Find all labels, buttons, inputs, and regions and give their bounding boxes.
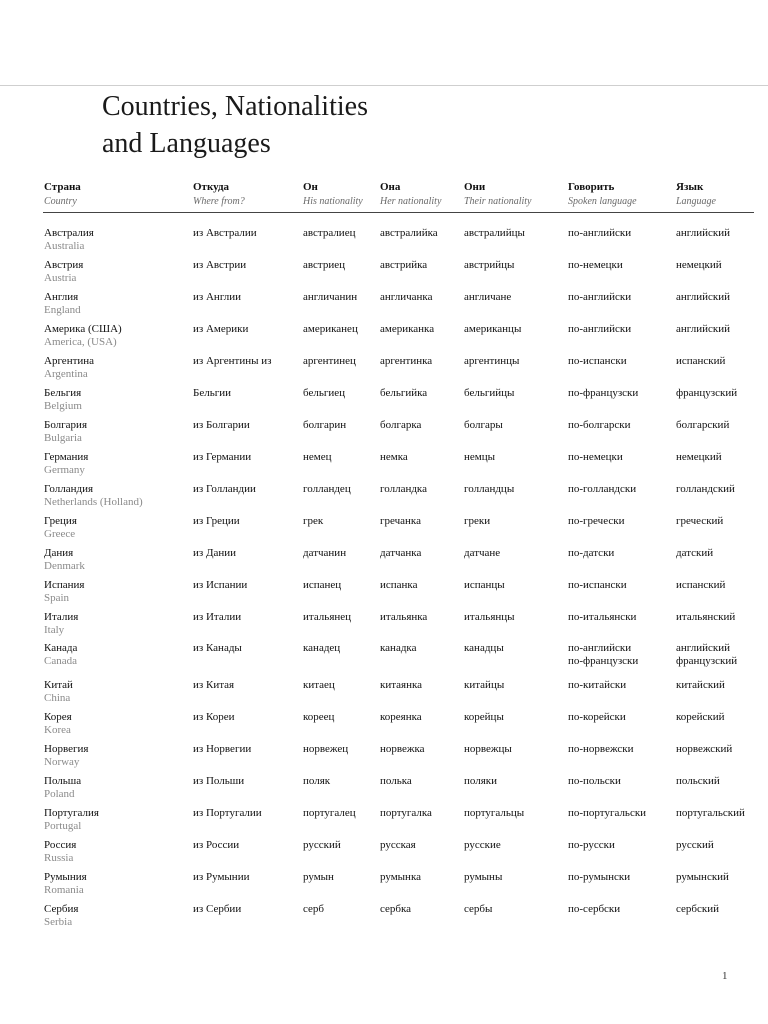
- cell-country-en: Austria: [44, 272, 77, 284]
- cell-language: болгарский: [676, 419, 730, 431]
- cell-she: итальянка: [380, 611, 428, 623]
- cell-he: австриец: [303, 259, 345, 271]
- cell-spoken: по-английски: [568, 642, 632, 654]
- cell-they: португальцы: [464, 807, 525, 819]
- cell-spoken: по-итальянски: [568, 611, 637, 623]
- cell-spoken: по-английски: [568, 291, 632, 303]
- cell-country: Дания: [44, 547, 74, 559]
- cell-language: корейский: [676, 711, 725, 723]
- cell-they: англичане: [464, 291, 512, 303]
- cell-they: австрийцы: [464, 259, 515, 271]
- cell-spoken: по-норвежски: [568, 743, 634, 755]
- cell-country: Германия: [44, 451, 89, 463]
- cell-country-en: Korea: [44, 724, 71, 736]
- cell-country: Англия: [44, 291, 79, 303]
- cell-she: голландка: [380, 483, 427, 495]
- top-rule: [0, 85, 768, 86]
- cell-country: Канада: [44, 642, 78, 654]
- cell-she: испанка: [380, 579, 418, 591]
- cell-spoken: по-китайски: [568, 679, 627, 691]
- cell-she: болгарка: [380, 419, 422, 431]
- cell-from: из Аргентины из: [193, 355, 272, 367]
- cell-country: Китай: [44, 679, 73, 691]
- header-country-en: Country: [44, 196, 77, 207]
- cell-country-en: Greece: [44, 528, 76, 540]
- cell-language: русский: [676, 839, 714, 851]
- cell-from: из Канады: [193, 642, 242, 654]
- cell-from: из Португалии: [193, 807, 262, 819]
- cell-language: английский: [676, 291, 730, 303]
- cell-they: австралийцы: [464, 227, 525, 239]
- cell-country-en: Norway: [44, 756, 80, 768]
- cell-spoken: по-английски: [568, 323, 632, 335]
- cell-language: английский: [676, 323, 730, 335]
- cell-country: Польша: [44, 775, 82, 787]
- cell-he: китаец: [303, 679, 335, 691]
- header-language: Язык: [676, 181, 704, 193]
- header-he: Он: [303, 181, 318, 193]
- cell-language: румынский: [676, 871, 729, 883]
- cell-country-en: Italy: [44, 624, 65, 636]
- cell-spoken: по-немецки: [568, 259, 623, 271]
- cell-country: Румыния: [44, 871, 87, 883]
- cell-country-en: Australia: [44, 240, 85, 252]
- cell-language: немецкий: [676, 259, 722, 271]
- cell-country-en: America, (USA): [44, 336, 117, 348]
- cell-language-2: французский: [676, 655, 738, 667]
- cell-from: из Австрии: [193, 259, 247, 271]
- cell-country-en: Netherlands (Holland): [44, 496, 143, 508]
- cell-language: английский: [676, 227, 730, 239]
- cell-country: Голландия: [44, 483, 94, 495]
- cell-country: Австрия: [44, 259, 84, 271]
- cell-they: канадцы: [464, 642, 504, 654]
- cell-she: полька: [380, 775, 412, 787]
- cell-she: сербка: [380, 903, 412, 915]
- cell-spoken: по-гречески: [568, 515, 625, 527]
- cell-he: австралиец: [303, 227, 356, 239]
- cell-country-en: Poland: [44, 788, 75, 800]
- cell-she: англичанка: [380, 291, 433, 303]
- cell-spoken-2: по-французски: [568, 655, 639, 667]
- cell-from: из Испании: [193, 579, 248, 591]
- cell-he: грек: [303, 515, 324, 527]
- cell-they: болгары: [464, 419, 503, 431]
- cell-spoken: по-голландски: [568, 483, 637, 495]
- cell-they: аргентинцы: [464, 355, 520, 367]
- cell-country-en: Serbia: [44, 916, 73, 928]
- cell-from: из Австралии: [193, 227, 257, 239]
- title-line-1: Countries, Nationalities: [102, 91, 368, 122]
- cell-country: Сербия: [44, 903, 79, 915]
- cell-country-en: Denmark: [44, 560, 85, 572]
- cell-language: английский: [676, 642, 730, 654]
- cell-they: норвежцы: [464, 743, 512, 755]
- cell-she: гречанка: [380, 515, 421, 527]
- cell-language: норвежский: [676, 743, 733, 755]
- cell-he: поляк: [303, 775, 331, 787]
- cell-they: бельгийцы: [464, 387, 515, 399]
- cell-she: немка: [380, 451, 408, 463]
- cell-he: бельгиец: [303, 387, 346, 399]
- cell-from: из Греции: [193, 515, 240, 527]
- cell-he: болгарин: [303, 419, 347, 431]
- cell-country-en: Russia: [44, 852, 74, 864]
- cell-country: Испания: [44, 579, 85, 591]
- cell-country: Португалия: [44, 807, 99, 819]
- cell-country: Бельгия: [44, 387, 82, 399]
- header-language-en: Language: [676, 196, 716, 207]
- cell-from: Бельгии: [193, 387, 231, 399]
- header-from-en: Where from?: [193, 196, 245, 207]
- cell-spoken: по-корейски: [568, 711, 626, 723]
- cell-he: американец: [303, 323, 358, 335]
- cell-country: Корея: [44, 711, 72, 723]
- cell-he: серб: [303, 903, 324, 915]
- cell-they: датчане: [464, 547, 501, 559]
- header-spoken-en: Spoken language: [568, 196, 637, 207]
- cell-language: португальский: [676, 807, 745, 819]
- cell-country-en: Argentina: [44, 368, 88, 380]
- cell-spoken: по-сербски: [568, 903, 621, 915]
- cell-she: датчанка: [380, 547, 422, 559]
- header-they-en: Their nationality: [464, 196, 532, 207]
- cell-country: Австралия: [44, 227, 94, 239]
- cell-he: немец: [303, 451, 332, 463]
- cell-she: австрийка: [380, 259, 428, 271]
- cell-language: испанский: [676, 579, 726, 591]
- cell-spoken: по-португальски: [568, 807, 647, 819]
- cell-he: датчанин: [303, 547, 347, 559]
- cell-language: польский: [676, 775, 720, 787]
- cell-he: итальянец: [303, 611, 352, 623]
- cell-country-en: Germany: [44, 464, 85, 476]
- cell-spoken: по-русски: [568, 839, 615, 851]
- cell-she: китаянка: [380, 679, 423, 691]
- header-spoken: Говорить: [568, 181, 615, 193]
- cell-language: испанский: [676, 355, 726, 367]
- cell-language: итальянский: [676, 611, 736, 623]
- cell-they: голландцы: [464, 483, 515, 495]
- cell-country: Америка (США): [44, 323, 122, 335]
- cell-she: румынка: [380, 871, 422, 883]
- cell-they: итальянцы: [464, 611, 515, 623]
- cell-from: из Германии: [193, 451, 252, 463]
- cell-he: аргентинец: [303, 355, 356, 367]
- cell-she: аргентинка: [380, 355, 433, 367]
- cell-they: американцы: [464, 323, 522, 335]
- cell-country-en: Canada: [44, 655, 77, 667]
- cell-spoken: по-французски: [568, 387, 639, 399]
- cell-they: греки: [464, 515, 491, 527]
- cell-country-en: China: [44, 692, 71, 704]
- cell-from: из России: [193, 839, 240, 851]
- cell-spoken: по-немецки: [568, 451, 623, 463]
- title-line-2: and Languages: [102, 128, 271, 159]
- cell-spoken: по-румынски: [568, 871, 631, 883]
- cell-they: поляки: [464, 775, 498, 787]
- cell-spoken: по-датски: [568, 547, 615, 559]
- cell-spoken: по-болгарски: [568, 419, 631, 431]
- cell-from: из Англии: [193, 291, 242, 303]
- cell-she: бельгийка: [380, 387, 428, 399]
- header-she: Она: [380, 181, 401, 193]
- cell-country: Россия: [44, 839, 77, 851]
- cell-he: голландец: [303, 483, 351, 495]
- cell-she: австралийка: [380, 227, 438, 239]
- cell-she: канадка: [380, 642, 417, 654]
- cell-from: из Кореи: [193, 711, 235, 723]
- cell-they: корейцы: [464, 711, 504, 723]
- cell-she: норвежка: [380, 743, 425, 755]
- cell-she: португалка: [380, 807, 432, 819]
- cell-she: русская: [380, 839, 416, 851]
- cell-he: канадец: [303, 642, 341, 654]
- cell-country: Италия: [44, 611, 79, 623]
- cell-from: из Дании: [193, 547, 237, 559]
- cell-they: испанцы: [464, 579, 505, 591]
- cell-language: китайский: [676, 679, 725, 691]
- cell-country-en: Bulgaria: [44, 432, 82, 444]
- cell-country-en: Portugal: [44, 820, 82, 832]
- cell-language: немецкий: [676, 451, 722, 463]
- cell-they: китайцы: [464, 679, 505, 691]
- cell-from: из Китая: [193, 679, 235, 691]
- cell-they: сербы: [464, 903, 493, 915]
- cell-language: датский: [676, 547, 714, 559]
- cell-he: испанец: [303, 579, 342, 591]
- cell-spoken: по-испански: [568, 355, 627, 367]
- cell-they: русские: [464, 839, 501, 851]
- cell-country-en: England: [44, 304, 81, 316]
- cell-language: сербский: [676, 903, 719, 915]
- cell-from: из Норвегии: [193, 743, 252, 755]
- cell-she: американка: [380, 323, 435, 335]
- cell-spoken: по-польски: [568, 775, 621, 787]
- cell-country: Аргентина: [44, 355, 95, 367]
- cell-country: Норвегия: [44, 743, 89, 755]
- cell-language: греческий: [676, 515, 724, 527]
- header-she-en: Her nationality: [380, 196, 442, 207]
- cell-he: румын: [303, 871, 334, 883]
- cell-spoken: по-английски: [568, 227, 632, 239]
- header-from: Откуда: [193, 181, 230, 193]
- cell-country: Болгария: [44, 419, 88, 431]
- cell-from: из Румынии: [193, 871, 250, 883]
- page-title: [102, 88, 368, 162]
- cell-from: из Польши: [193, 775, 245, 787]
- cell-he: норвежец: [303, 743, 349, 755]
- cell-spoken: по-испански: [568, 579, 627, 591]
- cell-from: из Сербии: [193, 903, 242, 915]
- cell-country-en: Spain: [44, 592, 70, 604]
- page-number: 1: [722, 970, 728, 982]
- header-he-en: His nationality: [303, 196, 363, 207]
- cell-country: Греция: [44, 515, 77, 527]
- cell-they: немцы: [464, 451, 496, 463]
- cell-from: из Америки: [193, 323, 249, 335]
- cell-he: англичанин: [303, 291, 358, 303]
- cell-country-en: Romania: [44, 884, 84, 896]
- cell-from: из Италии: [193, 611, 242, 623]
- cell-from: из Болгарии: [193, 419, 250, 431]
- cell-he: кореец: [303, 711, 335, 723]
- header-rule: [43, 212, 754, 213]
- header-country: Страна: [44, 181, 81, 193]
- cell-from: из Голландии: [193, 483, 256, 495]
- cell-language: голландский: [676, 483, 735, 495]
- cell-they: румыны: [464, 871, 503, 883]
- cell-she: кореянка: [380, 711, 422, 723]
- header-they: Они: [464, 181, 486, 193]
- cell-language: французский: [676, 387, 738, 399]
- cell-country-en: Belgium: [44, 400, 82, 412]
- cell-he: португалец: [303, 807, 356, 819]
- cell-he: русский: [303, 839, 341, 851]
